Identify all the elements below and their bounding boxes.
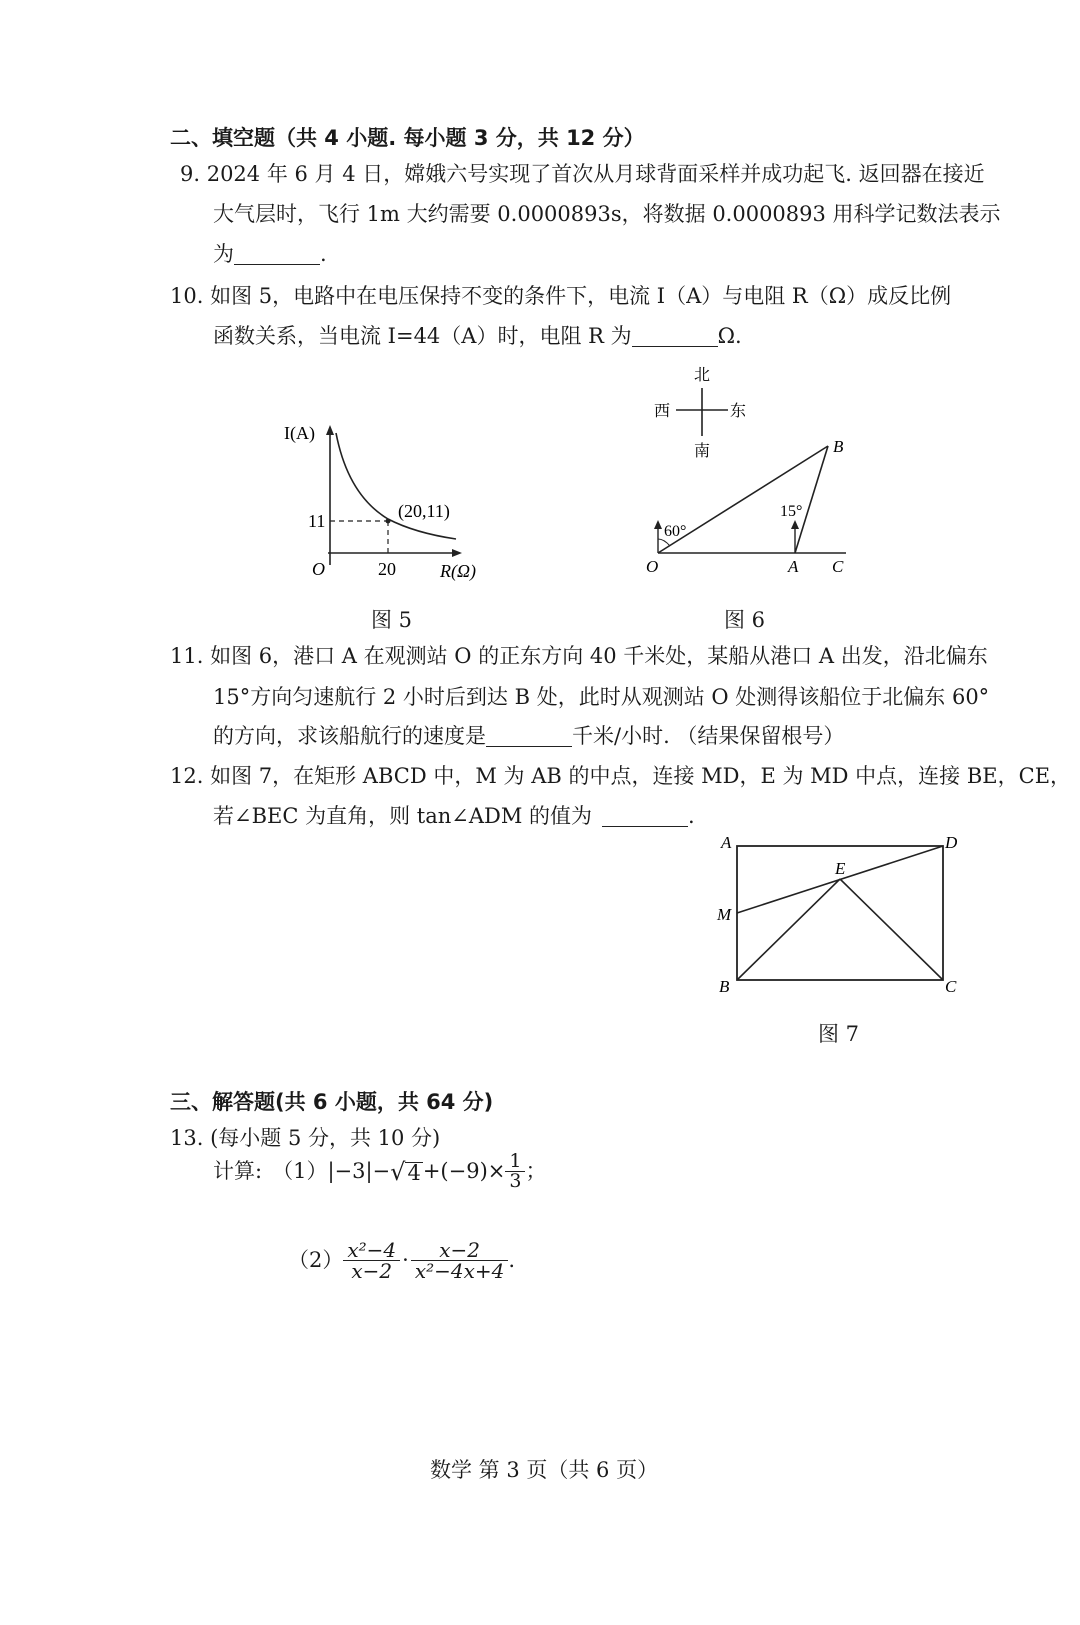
q10-line2-suffix: Ω. [717, 324, 742, 348]
fig7-label-a: A [721, 833, 732, 852]
fig5-caption: 图 5 [371, 608, 413, 632]
q13-part2-fraction-2 [411, 1240, 509, 1281]
q11-line3-suffix: 千米/小时. （结果保留根号） [572, 724, 845, 748]
q13-part1 [213, 1152, 546, 1191]
q10-line2 [213, 326, 742, 347]
q11-line1: 11. 如图 6，港口 A 在观测站 O 的正东方向 40 千米处，某船从港口 A 出发，沿北偏东 [170, 644, 988, 668]
page-footer: 数学 第 3 页（共 6 页） [430, 1458, 659, 1482]
fig6-south: 南 [694, 443, 711, 460]
fig5-curve [336, 433, 456, 539]
fig5-point [386, 519, 391, 524]
fig7-label-e: E [835, 859, 846, 878]
fig6-line-ab [795, 446, 828, 553]
q12-line2 [213, 806, 695, 827]
q11-line3-prefix: 的方向，求该船航行的速度是 [213, 724, 486, 748]
section-2-title: 二、填空题（共 4 小题. 每小题 3 分，共 12 分） [170, 126, 645, 150]
fig5-x-arrow [452, 549, 462, 557]
q13-part1-expr-b: +(−9)× [422, 1159, 506, 1183]
section-3-title: 三、解答题(共 6 小题，共 64 分) [170, 1090, 494, 1114]
fig5-x-tick: 20 [378, 559, 396, 579]
q11-answer-blank[interactable] [486, 728, 572, 747]
q13-part1-expr-a: |−3|− [327, 1159, 391, 1183]
fig5-point-label: (20,11) [398, 501, 450, 521]
fig7-label-b: B [719, 977, 730, 996]
q13-part1-frac-num: 1 [505, 1152, 525, 1172]
fig7-line-be [737, 879, 840, 980]
fig6-label-b: B [833, 437, 844, 456]
fig6-east: 东 [730, 403, 747, 420]
q13-calc-label: 计算: [213, 1159, 263, 1183]
q13-part2-dot: · [402, 1248, 409, 1272]
q13-part2-end: . [508, 1248, 516, 1272]
fig7-label-d: D [945, 833, 958, 852]
q9-line3-suffix: . [320, 242, 327, 266]
fig6-label-o: O [646, 557, 659, 576]
q9-answer-blank[interactable] [234, 246, 320, 265]
q9-line1: 9. 2024 年 6 月 4 日，嫦娥六号实现了首次从月球背面采样并成功起飞. 返回器在接近 [180, 162, 985, 186]
q9-line3 [213, 244, 327, 265]
q13-part1-frac-den: 3 [509, 1170, 522, 1192]
q12-line2-suffix: . [688, 804, 695, 828]
fig7-caption: 图 7 [818, 1022, 860, 1046]
q10-answer-blank[interactable] [632, 328, 718, 347]
q13-part2-frac1-num: x²−4 [343, 1240, 400, 1261]
q10-line1: 10. 如图 5，电路中在电压保持不变的条件下，电流 I（A）与电阻 R（Ω）成反比例 [170, 284, 952, 308]
fig6-west: 西 [654, 403, 671, 420]
q12-line1: 12. 如图 7，在矩形 ABCD 中，M 为 AB 的中点，连接 MD，E 为 MD 中点，连接 BE，CE， [170, 764, 1072, 788]
fig6-north: 北 [694, 367, 711, 384]
q13-part2-frac2-den: x²−4x+4 [414, 1259, 505, 1283]
figure-7 [705, 828, 975, 1008]
q9-line3-prefix: 为 [213, 242, 234, 266]
figure-6 [640, 358, 860, 588]
fig6-angle-a: 15° [780, 503, 803, 520]
fig6-angle-arc-o [658, 539, 670, 546]
q12-line2-prefix: 若∠BEC 为直角，则 tan∠ADM 的值为 [213, 804, 593, 828]
q13-part2-fraction-1 [343, 1240, 400, 1281]
q13-part1-sqrt-value: 4 [407, 1160, 421, 1185]
q13-header: 13. (每小题 5 分，共 10 分) [170, 1126, 441, 1150]
q13-part1-end: ； [525, 1159, 547, 1183]
fig7-label-c: C [945, 977, 957, 996]
figure-5 [280, 415, 480, 585]
q11-line3 [213, 726, 844, 747]
q13-part1-sqrt: √ 4 [390, 1157, 421, 1186]
fig6-angle-o: 60° [664, 523, 687, 540]
q9-line2: 大气层时，飞行 1m 大约需要 0.0000893s，将数据 0.0000893 用科学记数法表示 [213, 202, 1001, 226]
fig5-y-tick: 11 [308, 511, 326, 531]
fig7-line-ce [840, 879, 943, 980]
fig7-label-m: M [717, 905, 732, 924]
q13-part2-frac2-num: x−2 [411, 1240, 509, 1261]
fig5-y-arrow [326, 425, 334, 435]
q13-part2 [288, 1240, 515, 1281]
q13-part1-num: （1） [272, 1159, 328, 1183]
q11-line2: 15°方向匀速航行 2 小时后到达 B 处，此时从观测站 O 处测得该船位于北偏东 60° [213, 685, 990, 709]
fig6-north-arrowhead-a [791, 520, 799, 529]
fig5-origin: O [312, 559, 325, 579]
q13-part1-fraction [505, 1152, 525, 1191]
fig6-north-arrowhead-o [654, 520, 662, 529]
q10-line2-prefix: 函数关系，当电流 I=44（A）时，电阻 R 为 [213, 324, 632, 348]
q13-part2-frac1-den: x−2 [351, 1259, 393, 1283]
q12-answer-blank[interactable] [602, 808, 688, 827]
fig6-caption: 图 6 [724, 608, 766, 632]
fig6-label-c: C [832, 557, 844, 576]
fig5-y-label: I(A) [284, 423, 315, 443]
fig6-label-a: A [788, 557, 799, 576]
q13-part2-num: （2） [288, 1248, 344, 1272]
fig5-x-label: R(Ω) [440, 561, 476, 581]
